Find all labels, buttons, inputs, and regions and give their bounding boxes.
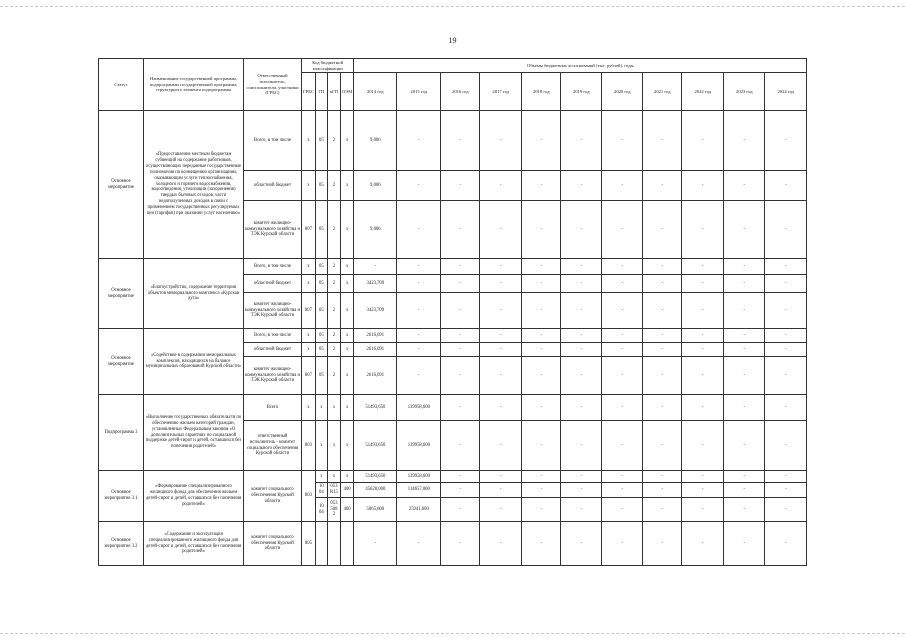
cell-oem: х	[340, 171, 353, 201]
cell-dash: -	[602, 171, 643, 201]
row-executor: комитет жилищно-коммунального хозяйства и ТЭК Курской области	[244, 293, 302, 329]
cell-2014: 2616,691	[354, 329, 397, 343]
cell-dash: -	[724, 498, 765, 522]
cell-dash: -	[397, 522, 441, 566]
cell-oem: х	[340, 201, 353, 259]
row-name: «Формирование специализированного жилищного фонда для обеспечения жильем детей-сирот и детей, оставшихся без попечения родителей»	[144, 471, 244, 522]
cell-dash: -	[397, 343, 441, 357]
cell-dash: -	[602, 483, 643, 498]
header-year: 2024 год	[765, 73, 807, 111]
cell-dash: -	[441, 259, 480, 275]
cell-grbs: 807	[302, 201, 316, 259]
cell-dash: -	[441, 329, 480, 343]
cell-gp: 10 04	[315, 498, 327, 522]
cell-dash: -	[522, 293, 561, 329]
cell-grbs: х	[302, 259, 316, 275]
cell-dash: -	[480, 293, 522, 329]
cell-dash: -	[480, 395, 522, 421]
cell-dash: -	[397, 259, 441, 275]
cell-dash: -	[682, 329, 724, 343]
row-executor: областной бюджет	[244, 343, 302, 357]
cell-dash: -	[682, 421, 724, 471]
cell-dash: -	[724, 259, 765, 275]
cell-dash: -	[682, 357, 724, 395]
cell-dash: -	[602, 111, 643, 171]
cell-dash: -	[480, 111, 522, 171]
row-name: «Содействие в содержании мемориальных комплексов, находящихся на балансе муниципальных образований Курской области»	[144, 329, 244, 395]
cell-dash: -	[765, 259, 807, 275]
cell-dash: -	[561, 498, 602, 522]
cell-dash: -	[480, 357, 522, 395]
cell-dash: -	[441, 471, 480, 483]
cell-dash: -	[441, 357, 480, 395]
cell-dash: -	[682, 111, 724, 171]
cell-pgp	[327, 522, 340, 566]
cell-dash: -	[682, 201, 724, 259]
cell-pgp: 2	[327, 293, 340, 329]
header-pgp: пГП	[327, 73, 340, 111]
cell-2015: 114657,000	[397, 483, 441, 498]
cell-2014: -	[354, 259, 397, 275]
cell-pgp: х	[327, 471, 340, 483]
scan-artifact-bottom	[0, 633, 905, 634]
cell-dash: -	[480, 329, 522, 343]
cell-pgp: 2	[327, 357, 340, 395]
cell-dash: -	[522, 329, 561, 343]
cell-dash: -	[602, 395, 643, 421]
cell-grbs: х	[302, 275, 316, 293]
cell-dash: -	[480, 522, 522, 566]
cell-dash: -	[765, 275, 807, 293]
cell-dash: -	[561, 293, 602, 329]
cell-2014: 51493,650	[354, 471, 397, 483]
table-row	[99, 522, 807, 566]
cell-2014: 51493,650	[354, 421, 397, 471]
cell-dash: -	[441, 498, 480, 522]
cell-gp: 05	[315, 293, 327, 329]
cell-gp: 05	[315, 259, 327, 275]
header-year: 2016 год	[441, 73, 480, 111]
cell-dash: -	[724, 522, 765, 566]
cell-dash: -	[480, 483, 522, 498]
row-executor: областной бюджет	[244, 171, 302, 201]
cell-dash: -	[724, 357, 765, 395]
cell-gp: 05	[315, 329, 327, 343]
cell-oem: х	[340, 343, 353, 357]
cell-dash: -	[682, 395, 724, 421]
header-year: 2022 год	[682, 73, 724, 111]
cell-gp: 05	[315, 275, 327, 293]
cell-grbs: 803	[302, 471, 316, 522]
cell-dash: -	[480, 171, 522, 201]
cell-dash: -	[397, 201, 441, 259]
cell-dash: -	[602, 259, 643, 275]
cell-dash: -	[602, 343, 643, 357]
cell-oem: х	[340, 329, 353, 343]
cell-dash: -	[561, 471, 602, 483]
cell-2015: 139958,600	[397, 395, 441, 421]
cell-dash: -	[480, 421, 522, 471]
cell-pgp: 2	[327, 171, 340, 201]
cell-dash: -	[682, 275, 724, 293]
cell-grbs: 805	[302, 522, 316, 566]
header-year: 2018 год	[522, 73, 561, 111]
cell-oem: х	[340, 111, 353, 171]
cell-dash: -	[441, 343, 480, 357]
cell-dash: -	[765, 357, 807, 395]
cell-dash: -	[522, 395, 561, 421]
cell-dash: -	[561, 201, 602, 259]
cell-pgp: 2	[327, 111, 340, 171]
cell-dash: -	[765, 498, 807, 522]
cell-dash: -	[724, 343, 765, 357]
header-year: 2021 год	[643, 73, 682, 111]
cell-dash: -	[643, 522, 682, 566]
cell-oem: х	[340, 259, 353, 275]
row-status: Основное мероприятие	[99, 259, 144, 329]
cell-dash: -	[441, 201, 480, 259]
cell-2014: 51493,650	[354, 395, 397, 421]
cell-dash: -	[522, 421, 561, 471]
cell-dash: -	[561, 171, 602, 201]
cell-oem: х	[340, 421, 353, 471]
cell-dash: -	[522, 471, 561, 483]
cell-dash: -	[765, 329, 807, 343]
row-name: «Предоставление местным бюджетам субвенций на содержание работников, осуществляющих переданные государственные полномочия по возмещению организациям, оказывающим услуги теплоснабжения, холодного и горячего водоснабжения, водоотведения, утилизации (захоронения) твердых бытовых отходов, части недополученных доходов в связи с применением государственных регулируемых цен (тарифов) при оказании услуг населению»	[144, 111, 244, 259]
cell-dash: -	[765, 111, 807, 171]
cell-dash: -	[522, 343, 561, 357]
row-status: Основное мероприятие	[99, 329, 144, 395]
cell-dash: -	[397, 357, 441, 395]
cell-dash: -	[561, 259, 602, 275]
cell-oem: х	[340, 395, 353, 421]
cell-dash: -	[765, 171, 807, 201]
cell-2015: 139958,600	[397, 471, 441, 483]
cell-grbs: х	[302, 329, 316, 343]
cell-dash: -	[397, 329, 441, 343]
row-name: «Благоустройство, содержание территории объектов мемориального комплекса «Курская дуга»	[144, 259, 244, 329]
cell-dash: -	[441, 522, 480, 566]
cell-dash: -	[397, 275, 441, 293]
row-executor: комитет социального обеспечения Курской области	[244, 471, 302, 522]
cell-dash: -	[724, 201, 765, 259]
cell-pgp: х	[327, 395, 340, 421]
cell-dash: -	[643, 498, 682, 522]
cell-2015: 139958,600	[397, 421, 441, 471]
cell-dash: -	[561, 395, 602, 421]
cell-dash: -	[480, 343, 522, 357]
cell-2014: -	[354, 522, 397, 566]
cell-dash: -	[397, 171, 441, 201]
cell-dash: -	[602, 498, 643, 522]
row-executor: областной бюджет	[244, 275, 302, 293]
cell-dash: -	[480, 471, 522, 483]
row-status: Подпрограмма 3	[99, 395, 144, 471]
cell-dash: -	[682, 259, 724, 275]
cell-oem: х	[340, 293, 353, 329]
page-number: 19	[448, 36, 457, 45]
row-status: Основное мероприятие 3.1	[99, 471, 144, 522]
row-executor: Всего, в том числе	[244, 111, 302, 171]
cell-dash: -	[522, 111, 561, 171]
cell-grbs: 807	[302, 357, 316, 395]
cell-dash: -	[682, 498, 724, 522]
cell-dash: -	[643, 293, 682, 329]
cell-2014: 45628,000	[354, 483, 397, 498]
cell-dash: -	[602, 201, 643, 259]
cell-dash: -	[480, 259, 522, 275]
cell-dash: -	[602, 275, 643, 293]
header-name: Наименование государственной программы, подпрограммы государственной программы, структурного элемента подпрограммы	[144, 59, 244, 111]
cell-dash: -	[561, 522, 602, 566]
cell-grbs: 807	[302, 293, 316, 329]
cell-dash: -	[397, 293, 441, 329]
cell-gp	[315, 522, 327, 566]
header-status: Статус	[99, 59, 144, 111]
cell-dash: -	[397, 111, 441, 171]
header-executor: Ответственный исполнитель, соисполнители, участники (ГРБС)	[244, 59, 302, 111]
cell-dash: -	[724, 329, 765, 343]
cell-dash: -	[724, 111, 765, 171]
cell-pgp: х	[327, 421, 340, 471]
cell-dash: -	[765, 522, 807, 566]
cell-dash: -	[602, 421, 643, 471]
cell-dash: -	[682, 471, 724, 483]
cell-2014: 9,006	[354, 201, 397, 259]
cell-oem: х	[340, 357, 353, 395]
cell-dash: -	[682, 483, 724, 498]
cell-oem: х	[340, 275, 353, 293]
cell-dash: -	[682, 343, 724, 357]
cell-gp: 05	[315, 111, 327, 171]
header-year: 2020 год	[602, 73, 643, 111]
cell-dash: -	[682, 522, 724, 566]
cell-dash: -	[643, 471, 682, 483]
row-name: «Выполнение государственных обязательств по обеспечению жильем категорий граждан, установленных Федеральным законом «О дополнительных гарантиях по социальной поддержке детей-сирот и детей, оставшихся без попечения родителей»	[144, 395, 244, 471]
cell-dash: -	[724, 483, 765, 498]
table-row	[99, 329, 807, 343]
cell-2014: 9,006	[354, 111, 397, 171]
cell-dash: -	[682, 293, 724, 329]
cell-dash: -	[682, 171, 724, 201]
cell-dash: -	[602, 471, 643, 483]
cell-2014: 2616,691	[354, 343, 397, 357]
cell-dash: -	[441, 421, 480, 471]
cell-grbs: х	[302, 395, 316, 421]
cell-gp: 05	[315, 357, 327, 395]
budget-table	[98, 58, 807, 566]
cell-dash: -	[522, 259, 561, 275]
cell-dash: -	[724, 395, 765, 421]
cell-grbs: х	[302, 111, 316, 171]
cell-gp: х	[315, 471, 327, 483]
scan-artifact-top	[0, 6, 905, 7]
row-status: Основное мероприятие	[99, 111, 144, 259]
header-gp: ГП	[315, 73, 327, 111]
cell-dash: -	[765, 483, 807, 498]
cell-dash: -	[643, 171, 682, 201]
cell-dash: -	[765, 471, 807, 483]
cell-dash: -	[561, 111, 602, 171]
cell-dash: -	[643, 275, 682, 293]
cell-dash: -	[643, 259, 682, 275]
table-row	[99, 259, 807, 275]
cell-dash: -	[765, 201, 807, 259]
cell-dash: -	[522, 357, 561, 395]
table-row	[99, 395, 807, 421]
row-name: «Содержание и эксплуатация специализированного жилищного фонда для детей-сирот и детей, оставшихся без попечения родителей»	[144, 522, 244, 566]
cell-dash: -	[441, 293, 480, 329]
header-oem: ОЭМ	[340, 73, 353, 111]
header-volumes: Объемы бюджетных ассигнований (тыс. рублей), годы	[354, 59, 807, 73]
cell-dash: -	[561, 275, 602, 293]
cell-gp: 05	[315, 201, 327, 259]
row-executor: ответственный исполнитель - комитет социального обеспечения Курской области	[244, 421, 302, 471]
cell-dash: -	[522, 483, 561, 498]
cell-dash: -	[441, 171, 480, 201]
cell-dash: -	[643, 421, 682, 471]
cell-2015: 25941,600	[397, 498, 441, 522]
cell-grbs: х	[302, 171, 316, 201]
cell-grbs: 803	[302, 421, 316, 471]
cell-gp: 05	[315, 171, 327, 201]
cell-dash: -	[522, 201, 561, 259]
row-executor: Всего	[244, 395, 302, 421]
cell-dash: -	[724, 171, 765, 201]
cell-dash: -	[765, 395, 807, 421]
cell-dash: -	[480, 201, 522, 259]
cell-2014: 2616,691	[354, 357, 397, 395]
cell-dash: -	[561, 343, 602, 357]
cell-dash: -	[561, 357, 602, 395]
cell-dash: -	[643, 343, 682, 357]
cell-dash: -	[643, 329, 682, 343]
header-year: 2014 год	[354, 73, 397, 111]
cell-dash: -	[602, 357, 643, 395]
cell-pgp: 2	[327, 201, 340, 259]
header-year: 2023 год	[724, 73, 765, 111]
header-year: 2015 год	[397, 73, 441, 111]
row-executor: комитет жилищно-коммунального хозяйства и ТЭК Курской области	[244, 357, 302, 395]
cell-dash: -	[765, 293, 807, 329]
header-budget-code: Код бюджетной классификации	[302, 59, 354, 73]
cell-dash: -	[643, 395, 682, 421]
cell-dash: -	[643, 357, 682, 395]
cell-dash: -	[480, 498, 522, 522]
cell-gp: 10 04	[315, 483, 327, 498]
cell-dash: -	[441, 275, 480, 293]
cell-pgp: 2	[327, 343, 340, 357]
cell-dash: -	[724, 421, 765, 471]
cell-oem	[340, 522, 353, 566]
cell-dash: -	[441, 483, 480, 498]
cell-dash: -	[643, 201, 682, 259]
cell-2014: 3423,709	[354, 275, 397, 293]
cell-dash: -	[561, 483, 602, 498]
cell-dash: -	[643, 111, 682, 171]
cell-grbs: х	[302, 343, 316, 357]
cell-dash: -	[602, 522, 643, 566]
cell-dash: -	[522, 171, 561, 201]
cell-dash: -	[441, 395, 480, 421]
header-year: 2019 год	[561, 73, 602, 111]
cell-dash: -	[480, 275, 522, 293]
cell-dash: -	[724, 293, 765, 329]
cell-pgp: 053 508 2	[327, 498, 340, 522]
table-row	[99, 471, 807, 483]
cell-gp: х	[315, 421, 327, 471]
cell-pgp: 2	[327, 259, 340, 275]
header-grbs: ГРБС	[302, 73, 316, 111]
row-executor: комитет социального обеспечения Курской области	[244, 522, 302, 566]
cell-dash: -	[561, 329, 602, 343]
cell-dash: -	[522, 522, 561, 566]
cell-dash: -	[561, 421, 602, 471]
row-executor: Всего, в том числе	[244, 329, 302, 343]
cell-dash: -	[765, 421, 807, 471]
cell-dash: -	[441, 111, 480, 171]
header-year: 2017 год	[480, 73, 522, 111]
cell-gp: 05	[315, 343, 327, 357]
table-row	[99, 111, 807, 171]
cell-gp: х	[315, 395, 327, 421]
row-executor: комитет жилищно-коммунального хозяйства и ТЭК Курской области	[244, 201, 302, 259]
cell-oem: х	[340, 471, 353, 483]
cell-dash: -	[724, 471, 765, 483]
cell-dash: -	[765, 343, 807, 357]
cell-pgp: 2	[327, 275, 340, 293]
cell-pgp: 053 R15	[327, 483, 340, 498]
row-status: Основное мероприятие 3.2	[99, 522, 144, 566]
cell-oem: 400	[340, 483, 353, 498]
cell-2014: 3423,709	[354, 293, 397, 329]
cell-dash: -	[643, 483, 682, 498]
cell-dash: -	[602, 329, 643, 343]
cell-2014: 5865,600	[354, 498, 397, 522]
cell-dash: -	[522, 498, 561, 522]
cell-2014: 9,006	[354, 171, 397, 201]
cell-pgp: 2	[327, 329, 340, 343]
row-executor: Всего, в том числе	[244, 259, 302, 275]
cell-dash: -	[522, 275, 561, 293]
cell-dash: -	[724, 275, 765, 293]
cell-dash: -	[602, 293, 643, 329]
cell-oem: 400	[340, 498, 353, 522]
